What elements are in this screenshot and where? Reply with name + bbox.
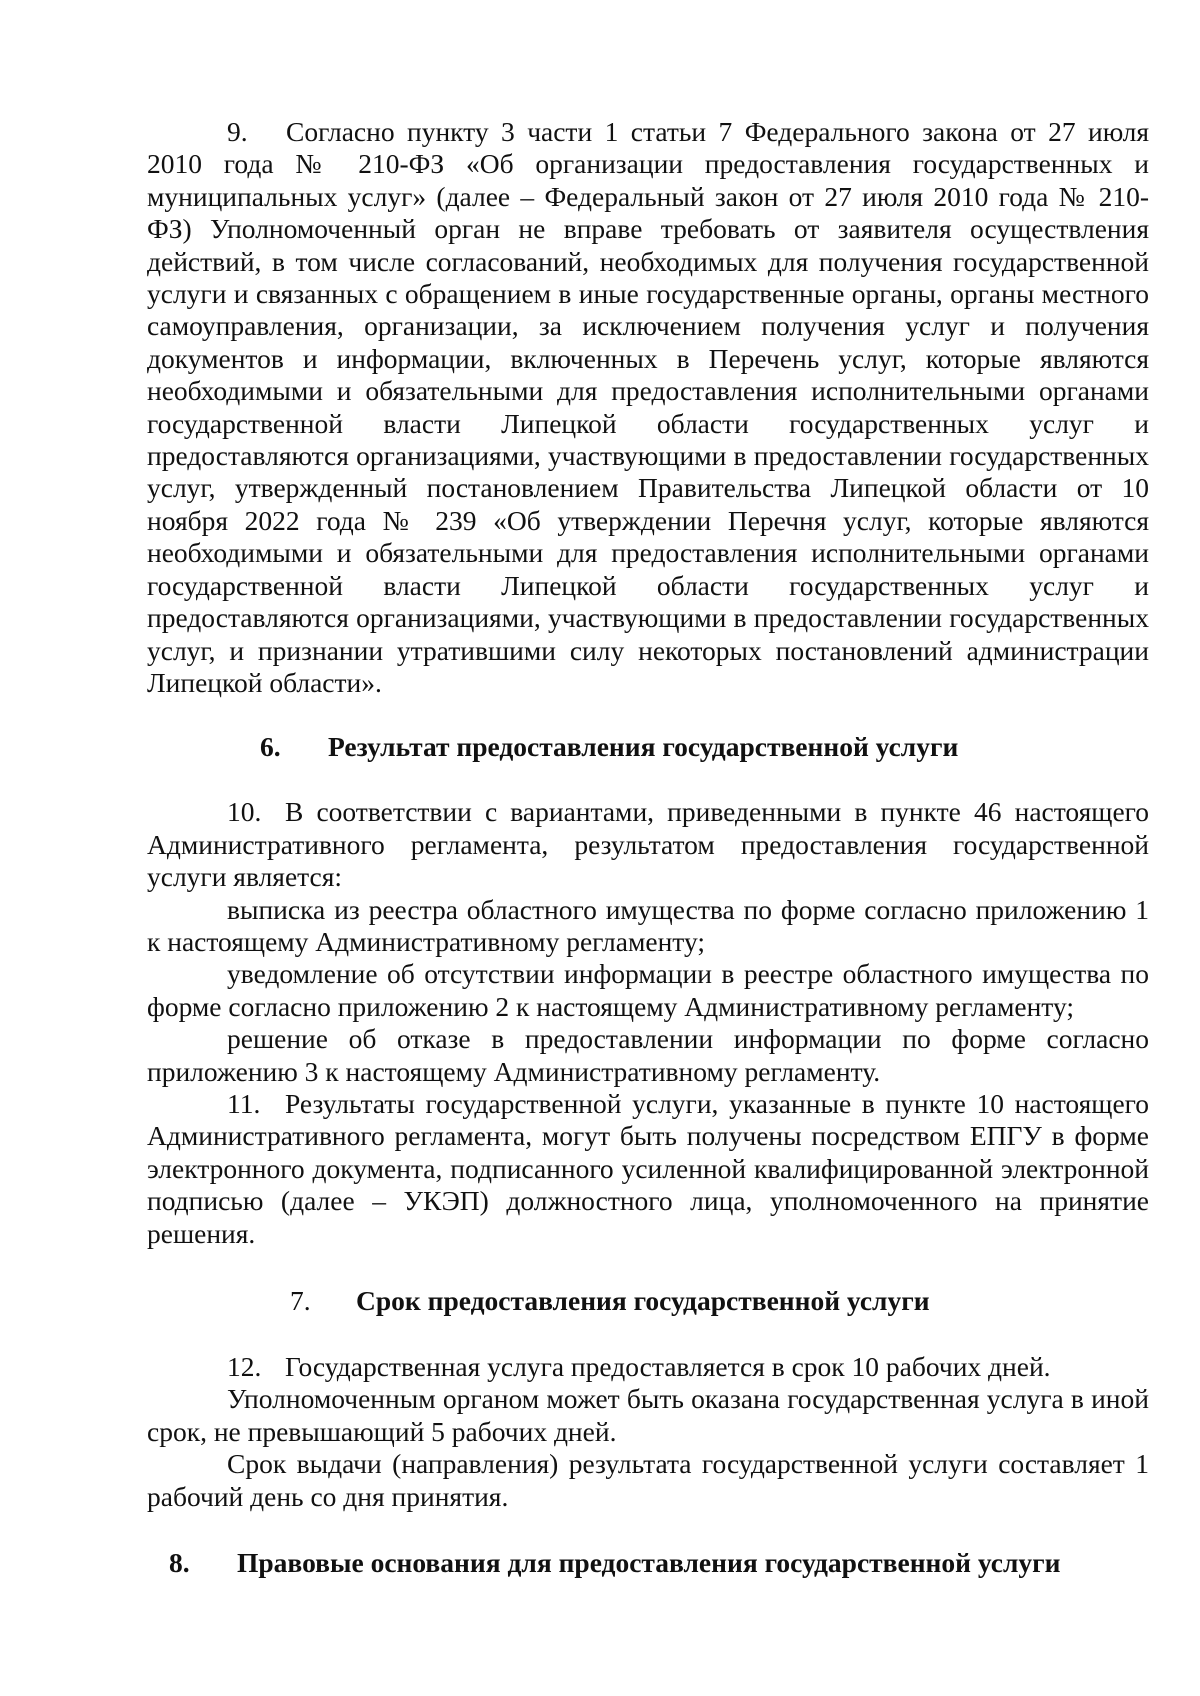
result-item-notice: уведомление об отсутствии информации в реестре областного имущества по форме согласно приложению 2 к настоящему Административному регламенту; xyxy=(147,958,1149,1022)
paragraph-12-delivery-term: Срок выдачи (направления) результата государственной услуги составляет 1 рабочий день со дня принятия. xyxy=(147,1448,1149,1512)
result-item-refusal: решение об отказе в предоставлении информации по форме согласно приложению 3 к настоящему Административному регламенту. xyxy=(147,1023,1149,1087)
section-title: Результат предоставления государственной услуги xyxy=(328,731,959,763)
document-page xyxy=(147,116,1149,1580)
paragraph-text: Согласно пункту 3 части 1 статьи 7 Федерального закона от 27 июля 2010 года № 210-ФЗ «Об организации предоставления государственных и муниципальных услуг» (далее – Федеральный закон от 27 июля 2010 года № 210-ФЗ) Уполномоченный орган не вправе требовать от заявителя осуществления действий, в том числе согласований, необходимых для получения государственной услуги и связанных с обращением в иные государственные органы, органы местного самоуправления, организации, за исключением получения услуг и получения документов и информации, включенных в Перечень услуг, которые являются необходимыми и обязательными для предоставления исполнительными органами государственной власти Липецкой области государственных услуг и предоставляются организациями, участвующими в предоставлении государственных услуг, утвержденный постановлением Правительства Липецкой области от 10 ноября 2022 года № 239 «Об утверждении Перечня услуг, которые являются необходимыми и обязательными для предоставления исполнительными органами государственной власти Липецкой области государственных услуг и предоставляются организациями, участвующими в предоставлении государственных услуг, и признании утратившими силу некоторых постановлений администрации Липецкой области». xyxy=(147,116,1149,698)
paragraph-12-alt-term: Уполномоченным органом может быть оказана государственная услуга в иной срок, не превышающий 5 рабочих дней. xyxy=(147,1383,1149,1447)
paragraph-number: 11. xyxy=(227,1087,261,1119)
section-title: Правовые основания для предоставления государственной услуги xyxy=(237,1547,1061,1579)
paragraph-text: В соответствии с вариантами, приведенными в пункте 46 настоящего Административного регламента, результатом предоставления государственной услуги является: xyxy=(147,796,1149,893)
paragraph-10 xyxy=(147,796,1149,893)
section-number: 6. xyxy=(260,731,281,763)
paragraph-12 xyxy=(147,1351,1149,1383)
paragraph-text: Результаты государственной услуги, указанные в пункте 10 настоящего Административного регламента, могут быть получены посредством ЕПГУ в форме электронного документа, подписанного усиленной квалифицированной электронной подписью (далее – УКЭП) должностного лица, уполномоченного на принятие решения. xyxy=(147,1087,1149,1249)
paragraph-11 xyxy=(147,1088,1149,1250)
section-heading-8 xyxy=(147,1547,1149,1580)
section-title: Срок предоставления государственной услуги xyxy=(356,1285,930,1316)
paragraph-9 xyxy=(147,116,1149,699)
section-heading-7 xyxy=(147,1285,1149,1318)
paragraph-text: Государственная услуга предоставляется в срок 10 рабочих дней. xyxy=(285,1351,1051,1382)
paragraph-number: 9. xyxy=(227,116,248,147)
section-heading-6 xyxy=(147,731,1149,764)
section-number: 8. xyxy=(169,1547,190,1579)
paragraph-number: 12. xyxy=(227,1351,262,1382)
result-item-extract: выписка из реестра областного имущества по форме согласно приложению 1 к настоящему Административному регламенту; xyxy=(147,893,1149,957)
paragraph-number: 10. xyxy=(227,796,262,828)
section-number: 7. xyxy=(290,1285,311,1316)
